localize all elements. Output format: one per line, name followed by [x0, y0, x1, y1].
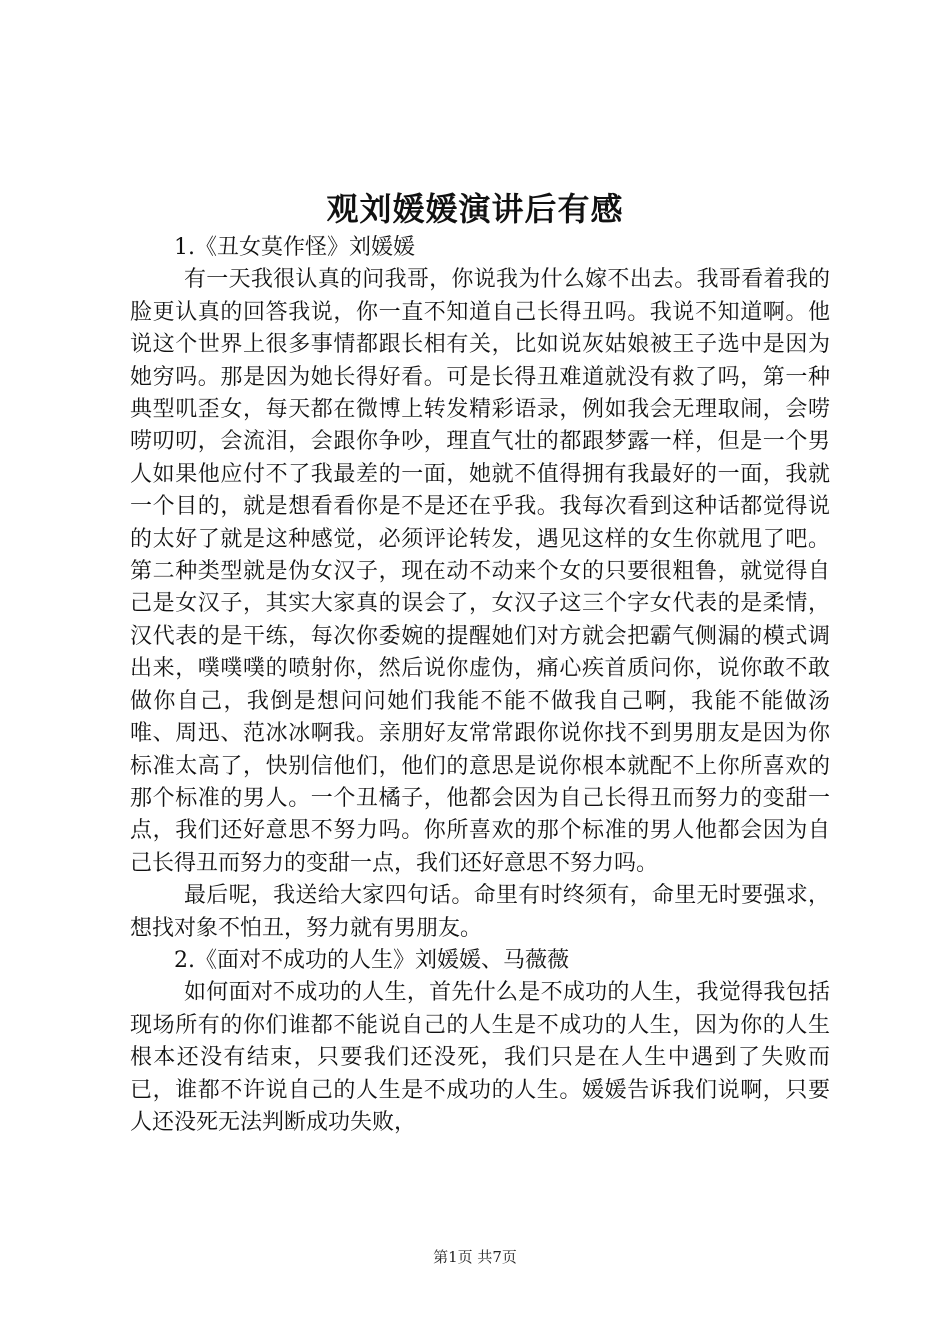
- paragraph: 最后呢，我送给大家四句话。命里有时终须有，命里无时要强求，想找对象不怕丑，努力就有男朋友。: [130, 883, 830, 941]
- document-title: 观刘媛媛演讲后有感: [326, 190, 624, 228]
- paragraph: 如何面对不成功的人生，首先什么是不成功的人生，我觉得我包括现场所有的你们谁都不能说自己的人生是不成功的人生，因为你的人生根本还没有结束，只要我们还没死，我们只是在人生中遇到了失败而已，谁都不许说自己的人生是不成功的人生。媛媛告诉我们说啊，只要人还没死无法判断成功失败，: [130, 980, 830, 1135]
- section-heading: 2.《面对不成功的人生》刘媛媛、马薇薇: [174, 947, 569, 973]
- page-footer: 第1页 共7页: [433, 1248, 517, 1266]
- document-body: [130, 232, 830, 1139]
- paragraph: 有一天我很认真的问我哥，你说我为什么嫁不出去。我哥看着我的脸更认真的回答我说，你一直不知道自己长得丑吗。我说不知道啊。他说这个世界上很多事情都跟长相有关，比如说灰姑娘被王子选中是因为她穷吗。那是因为她长得好看。可是长得丑难道就没有救了吗，第一种典型叽歪女，每天都在微博上转发精彩语录，例如我会无理取闹，会唠唠叨叨，会流泪，会跟你争吵，理直气壮的都跟梦露一样，但是一个男人如果他应付不了我最差的一面，她就不值得拥有我最好的一面，我就一个目的，就是想看看你是不是还在乎我。我每次看到这种话都觉得说的太好了就是这种感觉，必须评论转发，遇见这样的女生你就甩了吧。第二种类型就是伪女汉子，现在动不动来个女的只要很粗鲁，就觉得自己是女汉子，其实大家真的误会了，女汉子这三个字女代表的是柔情，汉代表的是干练，每次你委婉的提醒她们对方就会把霸气侧漏的模式调出来，噗噗噗的喷射你，然后说你虚伪，痛心疾首质问你，说你敢不敢做你自己，我倒是想问问她们我能不能不做我自己啊，我能不能做汤唯、周迅、范冰冰啊我。亲朋好友常常跟你说你找不到男朋友是因为你标准太高了，快别信他们，他们的意思是说你根本就配不上你所喜欢的那个标准的男人。一个丑橘子，他都会因为自己长得丑而努力的变甜一点，我们还好意思不努力吗。你所喜欢的那个标准的男人他都会因为自己长得丑而努力的变甜一点，我们还好意思不努力吗。: [130, 267, 830, 876]
- section-heading: 1.《丑女莫作怪》刘媛媛: [174, 235, 415, 260]
